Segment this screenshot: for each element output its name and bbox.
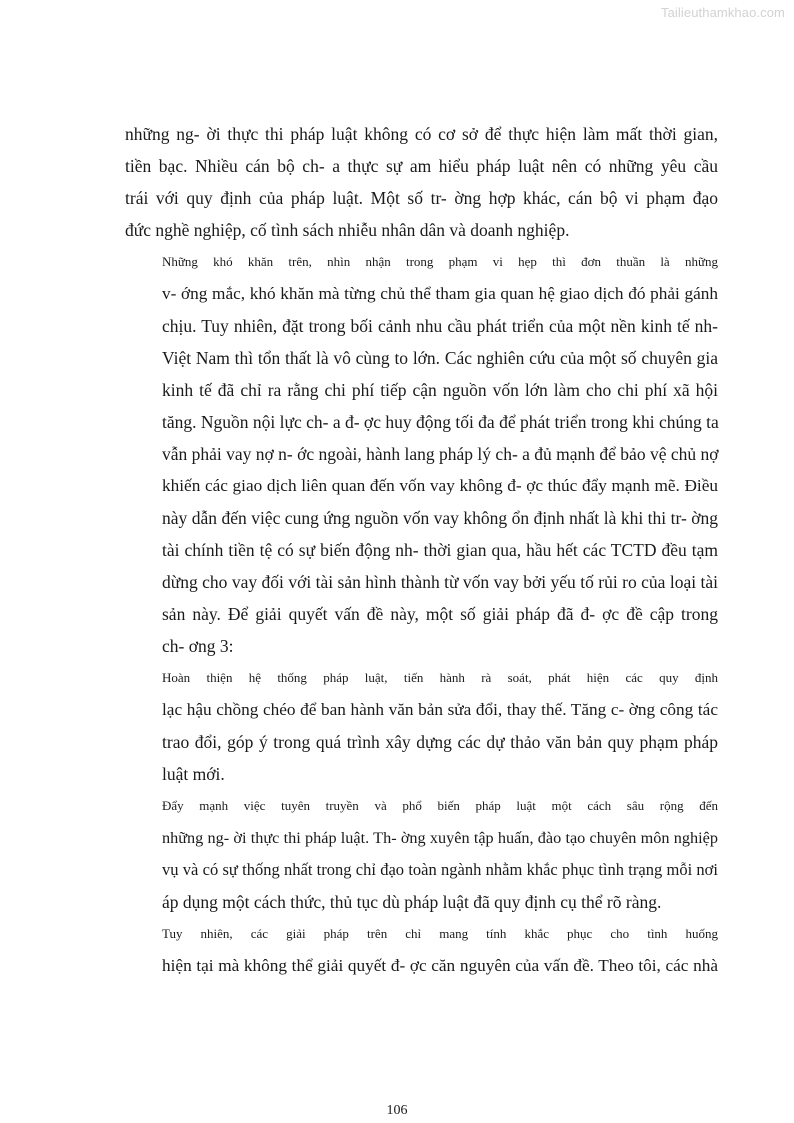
- text-line: hiện tại mà không thể giải quyết đ- ợc căn nguyên của vấn đề. Theo tôi, các nhà: [162, 956, 718, 975]
- text-line: áp dụng một cách thức, thủ tục dù pháp luật đã quy định cụ thể rõ ràng.: [162, 892, 662, 912]
- text-line: Đẩy mạnh việc tuyên truyền và phổ biến pháp luật một cách sâu rộng đến: [162, 798, 718, 813]
- text-line: khiến các giao dịch liên quan đến vốn vay không đ- ợc thúc đẩy mạnh mẽ. Điều: [162, 476, 718, 495]
- text-line: kinh tế đã chỉ ra rằng chi phí tiếp cận nguồn vốn lớn làm cho chi phí xã hội: [162, 380, 718, 400]
- paragraph-2: [125, 246, 718, 662]
- text-line: đức nghề nghiệp, cố tình sách nhiễu nhân dân và doanh nghiệp.: [125, 220, 570, 240]
- text-line: tài chính tiền tệ có sự biến động nh- thời gian qua, hầu hết các TCTD đều tạm: [162, 540, 718, 560]
- text-line: dừng cho vay đối với tài sản hình thành từ vốn vay bởi yếu tố rủi ro của loại tài: [162, 572, 718, 592]
- page-number: 106: [386, 1103, 408, 1118]
- text-line: chịu. Tuy nhiên, đặt trong bối cảnh nhu cầu phát triển của một nền kinh tế nh-: [162, 316, 718, 336]
- text-line: Hoàn thiện hệ thống pháp luật, tiến hành rà soát, phát hiện các quy định: [162, 670, 718, 685]
- text-line: v- ớng mắc, khó khăn mà từng chủ thể tham gia quan hệ giao dịch đó phải gánh: [162, 284, 718, 303]
- text-line: những ng- ời thực thi pháp luật. Th- ờng xuyên tập huấn, đào tạo chuyên môn nghiệp: [162, 829, 718, 847]
- text-line: tiền bạc. Nhiều cán bộ ch- a thực sự am hiểu pháp luật nên có những yêu cầu: [125, 156, 718, 176]
- text-line: sản này. Để giải quyết vấn đề này, một số giải pháp đã đ- ợc đề cập trong: [162, 604, 718, 624]
- paragraph-1: [125, 118, 718, 246]
- text-line: vẫn phải vay nợ n- ớc ngoài, hành lang pháp lý ch- a đủ mạnh để bảo vệ chủ nợ: [162, 444, 719, 464]
- text-line: vụ và có sự thống nhất trong chỉ đạo toàn ngành nhằm khắc phục tình trạng mỗi nơi: [162, 860, 718, 879]
- watermark-text: Tailieuthamkhao.com: [660, 5, 785, 20]
- text-line: những ng- ời thực thi pháp luật không có cơ sở để thực hiện làm mất thời gian,: [125, 124, 718, 144]
- text-line: Việt Nam thì tổn thất là vô cùng to lớn. Các nghiên cứu của một số chuyên gia: [162, 348, 718, 368]
- text-line: ch- ơng 3:: [162, 636, 234, 656]
- text-line: trái với quy định của pháp luật. Một số tr- ờng hợp khác, cán bộ vi phạm đạo: [125, 188, 718, 208]
- document-body: [125, 118, 718, 982]
- text-line: này dẫn đến việc cung ứng nguồn vốn vay không ổn định nhất là khi thi tr- ờng: [162, 508, 718, 528]
- paragraph-3: [125, 662, 718, 790]
- text-line: Những khó khăn trên, nhìn nhận trong phạm vi hẹp thì đơn thuần là những: [162, 254, 718, 269]
- paragraph-5: [125, 918, 718, 982]
- text-line: tăng. Nguồn nội lực ch- a đ- ợc huy động tối đa để phát triển trong khi chúng ta: [162, 412, 719, 432]
- paragraph-4: [125, 790, 718, 918]
- text-line: lạc hậu chồng chéo để ban hành văn bản sửa đổi, thay thế. Tăng c- ờng công tác: [162, 700, 718, 719]
- text-line: luật mới.: [162, 764, 225, 784]
- text-line: Tuy nhiên, các giải pháp trên chỉ mang tính khắc phục cho tình huống: [162, 926, 718, 941]
- text-line: trao đổi, góp ý trong quá trình xây dựng các dự thảo văn bản quy phạm pháp: [162, 732, 718, 752]
